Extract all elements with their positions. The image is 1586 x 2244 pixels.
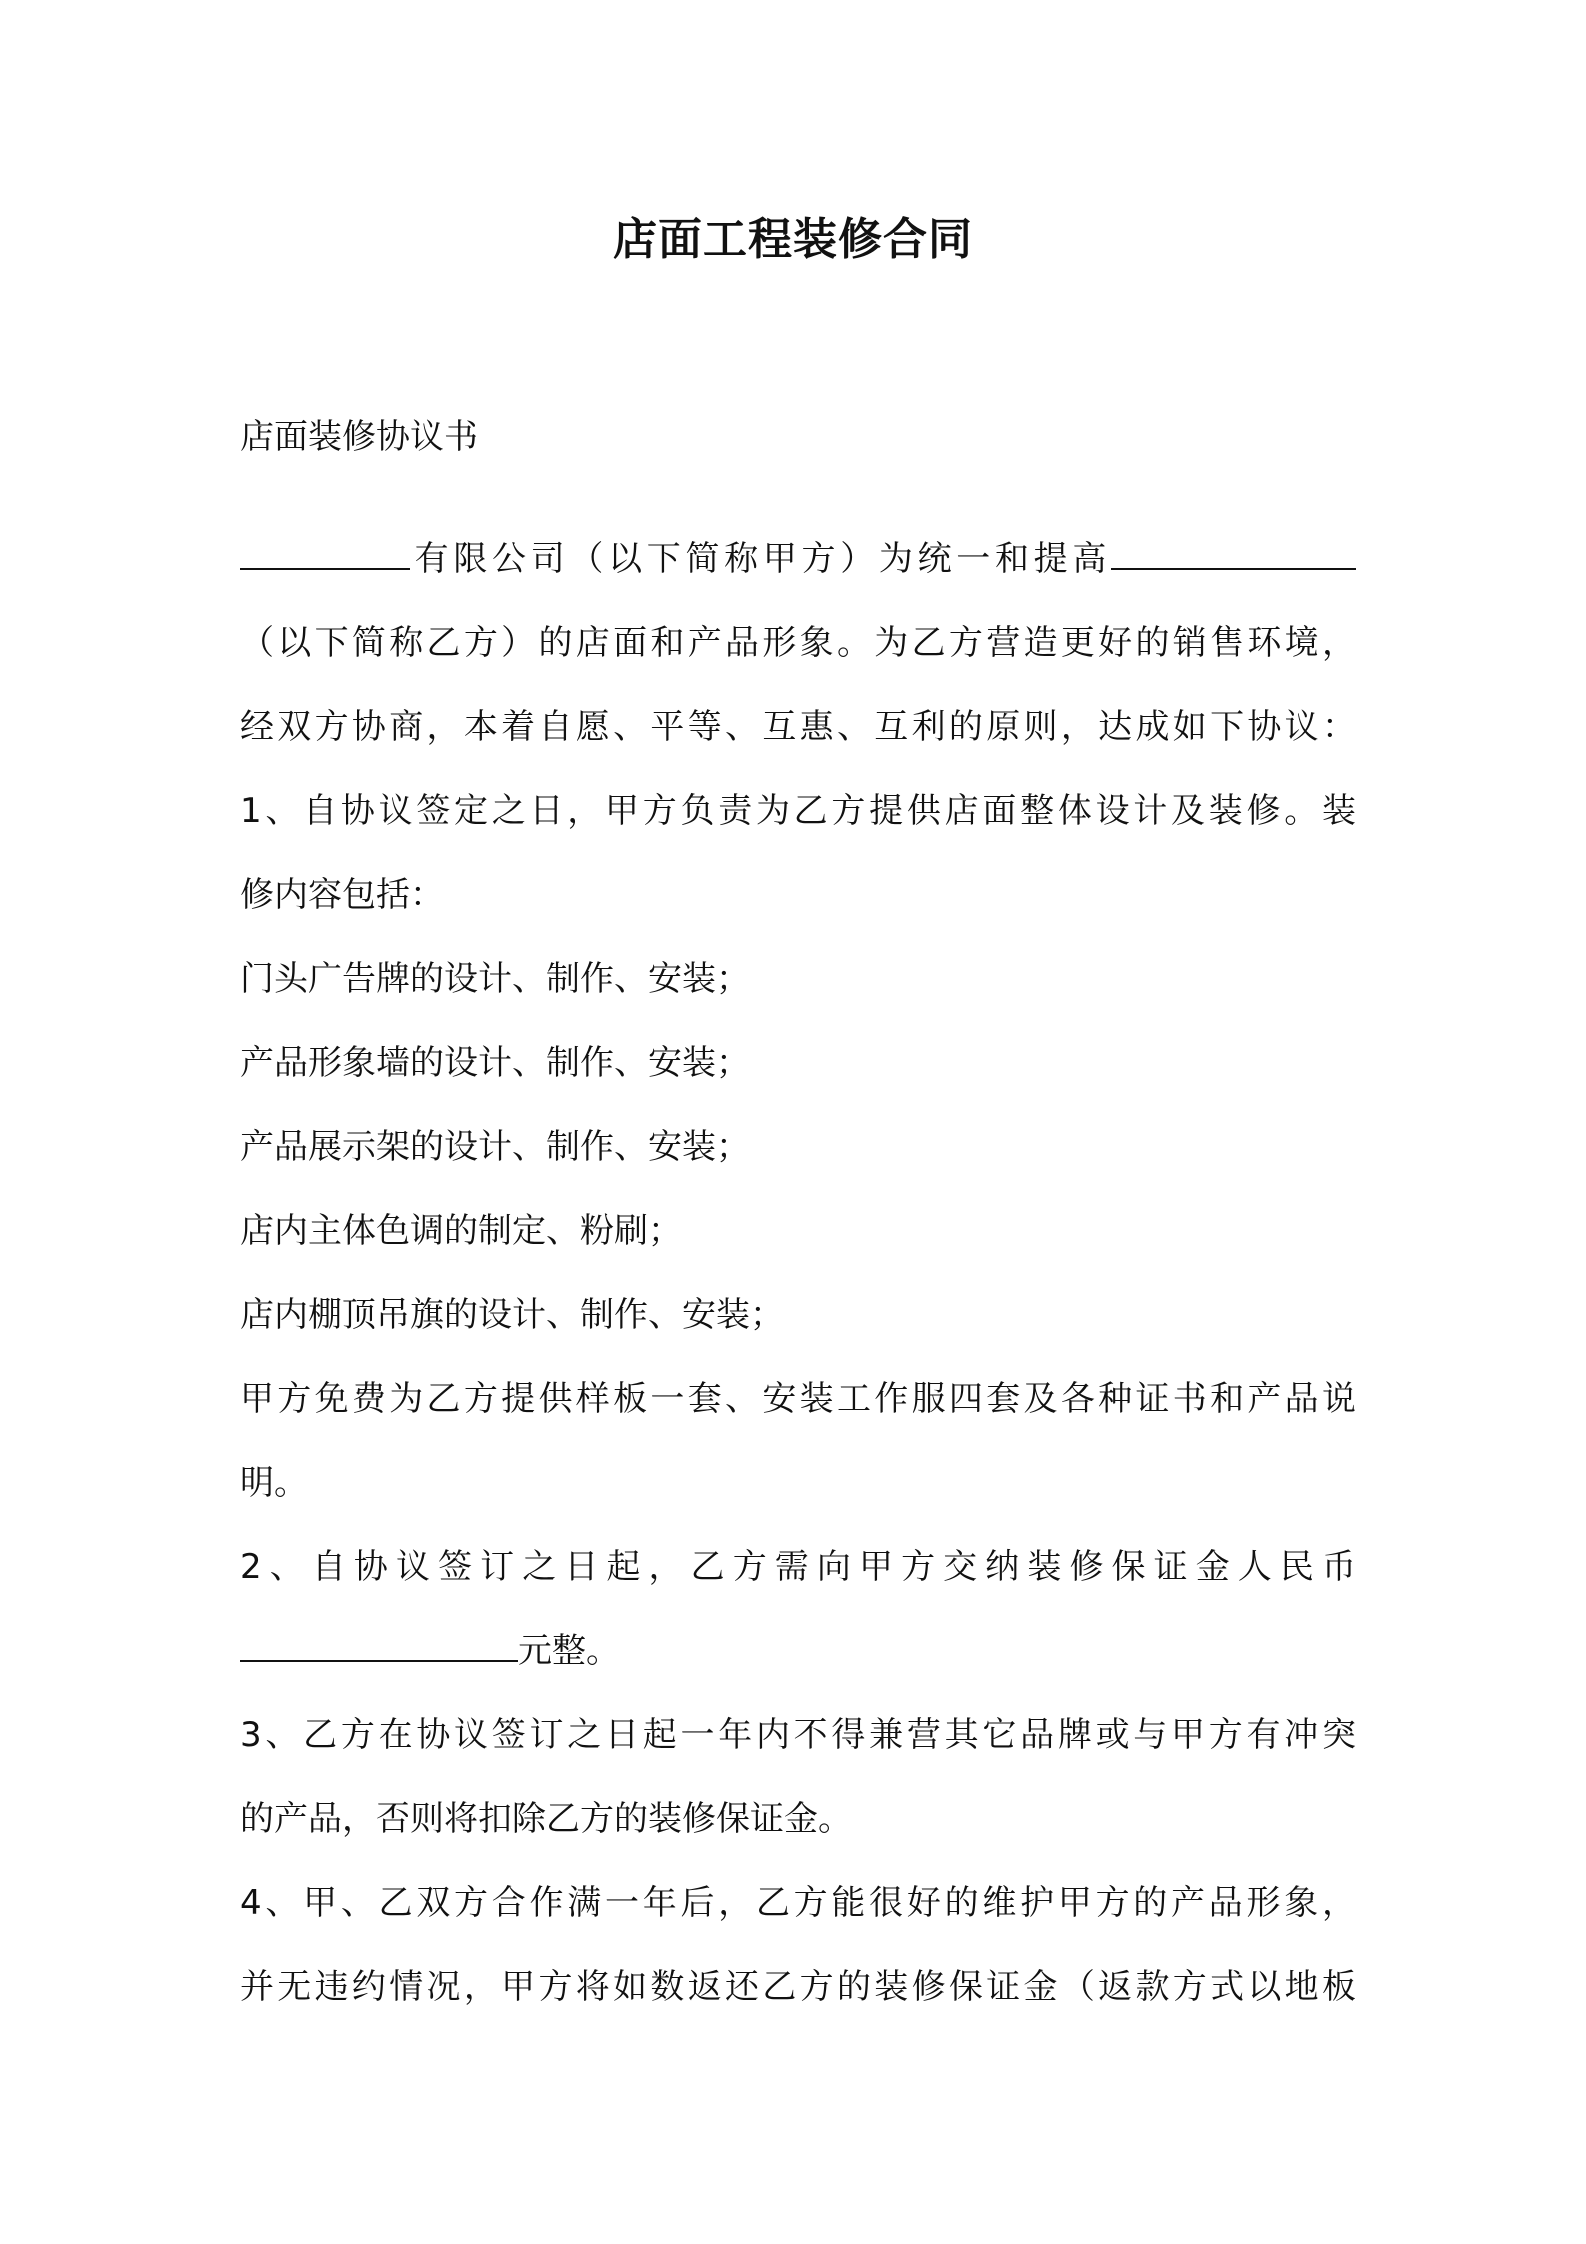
paragraph-line: 并无违约情况，甲方将如数返还乙方的装修保证金（返款方式以地板 [240, 1967, 1356, 2007]
paragraph-line: 1、自协议签定之日，甲方负责为乙方提供店面整体设计及装修。装 [240, 791, 1356, 831]
paragraph-line: 的产品，否则将扣除乙方的装修保证金。 [240, 1799, 852, 1839]
agreement-subtitle: 店面装修协议书 [240, 417, 478, 457]
page-title: 店面工程装修合同 [613, 214, 973, 265]
paragraph-line: （以下简称乙方）的店面和产品形象。为乙方营造更好的销售环境， [240, 623, 1356, 663]
blank-field [240, 1614, 518, 1662]
paragraph-line: 2、自协议签订之日起，乙方需向甲方交纳装修保证金人民币 [240, 1547, 1356, 1587]
list-item: 产品形象墙的设计、制作、安装； [240, 1043, 750, 1083]
list-item: 门头广告牌的设计、制作、安装； [240, 959, 750, 999]
blank-field [240, 522, 410, 570]
line-text: 有限公司（以下简称甲方）为统一和提高 [410, 539, 1111, 579]
list-item: 店内主体色调的制定、粉刷； [240, 1211, 682, 1251]
paragraph-line: 4、甲、乙双方合作满一年后，乙方能很好的维护甲方的产品形象， [240, 1883, 1356, 1923]
paragraph-line: 明。 [240, 1463, 308, 1503]
paragraph-line: 甲方免费为乙方提供样板一套、安装工作服四套及各种证书和产品说 [240, 1379, 1356, 1419]
contract-body [240, 405, 1356, 2029]
list-item: 产品展示架的设计、制作、安装； [240, 1127, 750, 1167]
paragraph-line: 经双方协商，本着自愿、平等、互惠、互利的原则，达成如下协议： [240, 707, 1356, 747]
list-item: 店内棚顶吊旗的设计、制作、安装； [240, 1295, 784, 1335]
blank-field [1111, 522, 1356, 570]
paragraph-line [240, 517, 1356, 601]
line-text: 元整。 [518, 1631, 620, 1671]
paragraph-line: 修内容包括： [240, 875, 444, 915]
paragraph-line [240, 1609, 1356, 1693]
paragraph-line: 3、乙方在协议签订之日起一年内不得兼营其它品牌或与甲方有冲突 [240, 1715, 1356, 1755]
